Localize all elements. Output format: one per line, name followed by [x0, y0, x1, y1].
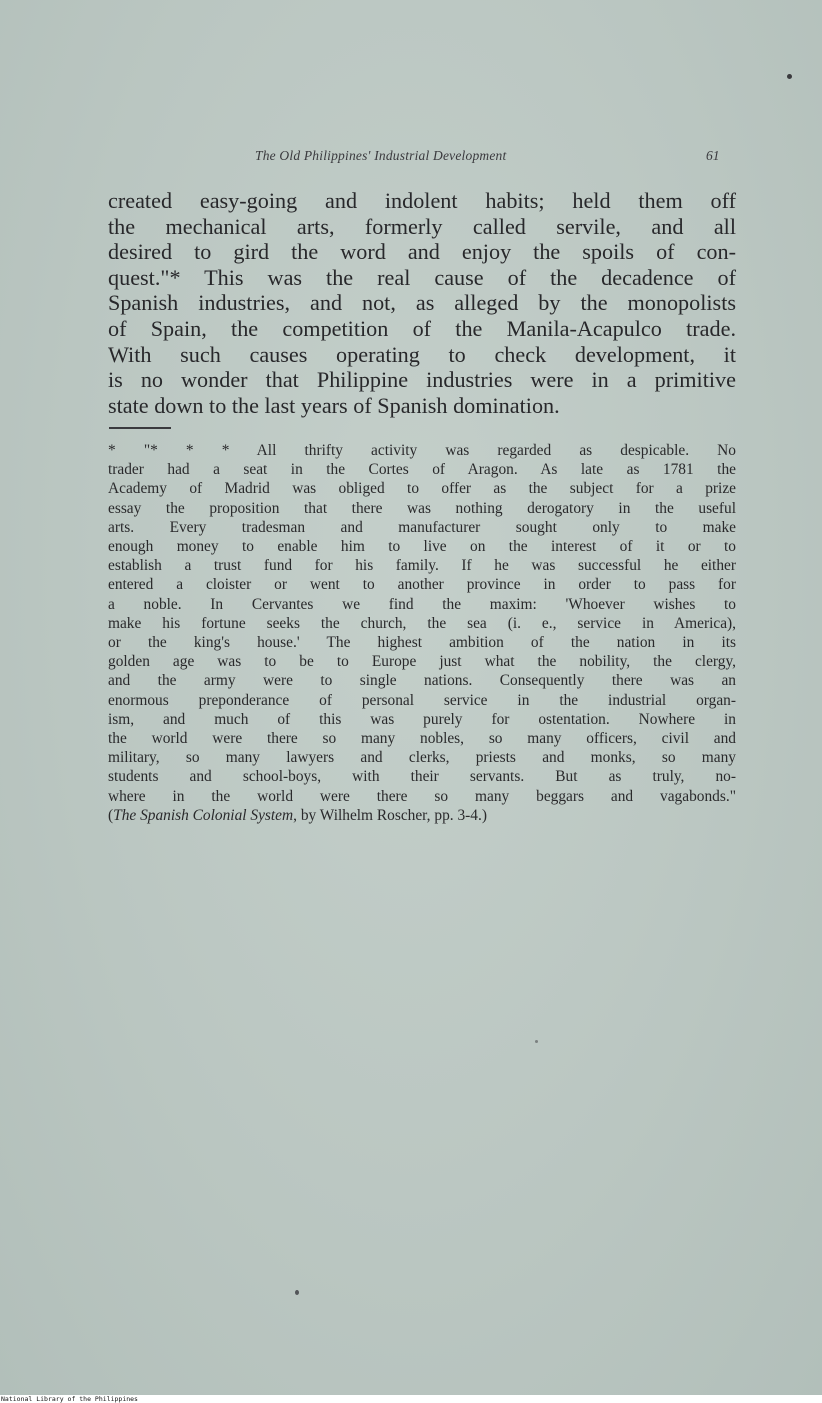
citation-rest: , by Wilhelm Roscher, pp. 3-4.) [293, 806, 487, 824]
footnote-line: where in the world were there so many beggars and vagabonds." [108, 787, 736, 805]
footnote-line: enough money to enable him to live on the interest of it or to [108, 538, 736, 556]
page-number: 61 [706, 148, 720, 163]
body-line: is no wonder that Philippine industries were in a primitive [108, 367, 736, 393]
footnote-line: students and school-boys, with their servants. But as truly, no- [108, 768, 736, 786]
footnote-line: ism, and much of this was purely for ostentation. Nowhere in [108, 710, 736, 728]
footnote-citation [108, 806, 736, 825]
body-line: created easy-going and indolent habits; held them off [108, 188, 736, 213]
footnote-line: golden age was to be to Europe just what the nobility, the clergy, [108, 653, 736, 671]
body-line: With such causes operating to check development, it [108, 341, 736, 367]
running-head-title: The Old Philippines' Industrial Development [255, 148, 507, 163]
footnote-line: a noble. In Cervantes we find the maxim: 'Whoever wishes to [108, 595, 736, 613]
body-line: Spanish industries, and not, as alleged by the monopolists [108, 290, 736, 316]
body-line: of Spain, the competition of the Manila-Acapulco trade. [108, 315, 736, 341]
footnote-line: arts. Every tradesman and manufacturer sought only to make [108, 518, 736, 536]
footnote-separator-rule [109, 427, 171, 429]
footer-credit: National Library of the Philippines [1, 1395, 138, 1403]
footnote-line: Academy of Madrid was obliged to offer as the subject for a prize [108, 480, 736, 498]
body-paragraph [108, 188, 736, 418]
body-line: quest."* This was the real cause of the decadence of [108, 264, 736, 290]
citation-open: ( [108, 806, 114, 824]
scan-speck [787, 74, 792, 79]
footnote-line: entered a cloister or went to another province in order to pass for [108, 576, 736, 594]
footnote-line: the world were there so many nobles, so many officers, civil and [108, 730, 736, 748]
footnote-block [108, 441, 736, 825]
body-line: desired to gird the word and enjoy the spoils of con- [108, 239, 736, 265]
footnote-line: enormous preponderance of personal service in the industrial organ- [108, 691, 736, 709]
footnote-line: or the king's house.' The highest ambition of the nation in its [108, 634, 736, 652]
footnote-line: establish a trust fund for his family. If he was successful he either [108, 557, 736, 575]
scan-speck [295, 1290, 299, 1295]
body-line: state down to the last years of Spanish domination. [108, 392, 560, 418]
footnote-line: and the army were to single nations. Consequently there was an [108, 672, 736, 690]
footnote-line: * "* * * All thrifty activity was regarded as despicable. No [108, 442, 736, 459]
body-line: the mechanical arts, formerly called servile, and all [108, 213, 736, 239]
footnote-line: essay the proposition that there was nothing derogatory in the useful [108, 499, 736, 517]
footnote-line: make his fortune seeks the church, the sea (i. e., service in America), [108, 614, 736, 632]
footnote-line: trader had a seat in the Cortes of Aragon. As late as 1781 the [108, 461, 736, 479]
footnote-line: military, so many lawyers and clerks, priests and monks, so many [108, 749, 736, 767]
scan-speck [535, 1040, 538, 1043]
citation-title: The Spanish Colonial System [113, 806, 294, 824]
